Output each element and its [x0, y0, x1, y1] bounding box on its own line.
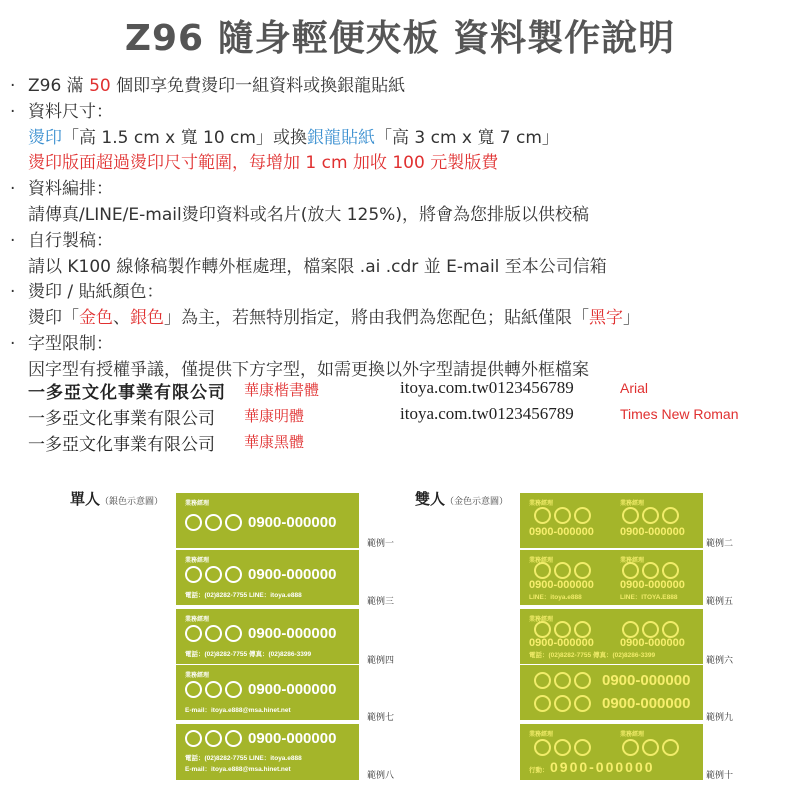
circle-icon [662, 562, 679, 579]
circle-icon [622, 621, 639, 638]
size-hotstamp: 燙印 [28, 127, 62, 148]
card-phone: 0900-000000 [248, 681, 337, 698]
color-text-c: 」 [623, 308, 640, 329]
card-phone: 0900-000000 [248, 514, 337, 531]
double-title: 雙人 [415, 490, 446, 508]
promo-text-a: Z96 滿 [28, 76, 90, 96]
card-phone: 0900-000000 [248, 730, 337, 747]
circle-icon [534, 739, 551, 756]
card-phone-big: 0900-000000 [550, 759, 655, 775]
example-label-9: 範例九 [706, 713, 734, 723]
layout-heading: 資料編排： [28, 179, 113, 200]
card-example-9 [520, 665, 703, 720]
bullet: · [10, 76, 16, 96]
font-row [28, 430, 798, 456]
card-phone: 0900-000000 [529, 579, 594, 591]
circle-icon [534, 695, 551, 712]
color-text-a: 燙印「 [28, 308, 79, 329]
color-heading: 燙印 / 貼紙顏色： [28, 282, 164, 303]
bullet: · [10, 179, 16, 200]
card-example-2 [520, 493, 703, 548]
circle-icon [574, 507, 591, 524]
card-tel-line: 電話：(02)8282-7755 LINE：itoya.e888 [185, 592, 302, 599]
card-job-title: 業務經理 [185, 616, 210, 623]
circle-icon [185, 681, 202, 698]
card-job-title: 業務經理 [529, 557, 554, 564]
latin-font-name: Arial [620, 380, 649, 396]
single-title: 單人 [70, 490, 101, 508]
bullet: · [10, 333, 16, 354]
circle-icon [642, 621, 659, 638]
circle-icon [225, 566, 242, 583]
card-phone: 0900-000000 [620, 526, 685, 538]
card-example-5 [520, 550, 703, 605]
size-text-d: 「高 3 cm x 寬 7 cm」 [374, 127, 559, 148]
rule-layout-text: 請傳真/LINE/E-mail燙印資料或名片(放大 125%)，將會為您排版以供校稿 [28, 204, 589, 225]
circle-icon [642, 507, 659, 524]
card-job-title: 業務經理 [185, 672, 210, 679]
font-row [28, 378, 798, 404]
circle-icon [205, 514, 222, 531]
circle-icon [205, 681, 222, 698]
circle-icon [554, 562, 571, 579]
card-job-title: 業務經理 [620, 731, 645, 738]
circle-icon [205, 625, 222, 642]
card-job-title: 業務經理 [185, 500, 210, 507]
circle-icon [554, 621, 571, 638]
circle-icon [534, 562, 551, 579]
font-sample-text: 一多亞文化事業有限公司 [28, 435, 215, 455]
rule-font-text: 因字型有授權爭議，僅提供下方字型，如需更換以外字型請提供轉外框檔案 [28, 359, 589, 380]
rules-list [10, 74, 790, 384]
example-label-3: 範例三 [367, 597, 395, 607]
circle-icon [574, 621, 591, 638]
color-silver: 銀色 [130, 308, 164, 329]
card-job-title: 業務經理 [185, 557, 210, 564]
card-example-7 [176, 665, 359, 720]
card-phone: 0900-000000 [248, 566, 337, 583]
circle-icon [554, 507, 571, 524]
rule-font-head [10, 332, 790, 358]
font-sample-text: 一多亞文化事業有限公司 [28, 409, 215, 428]
circle-icon [225, 681, 242, 698]
card-phone: 0900-000000 [248, 625, 337, 642]
card-example-1 [176, 493, 359, 548]
circle-icon [622, 562, 639, 579]
example-label-5: 範例五 [706, 597, 734, 607]
rule-color-text [10, 306, 790, 332]
rule-color-head [10, 280, 790, 306]
card-tel-line: 電話：(02)8282-7755 LINE：itoya.e888 [185, 755, 302, 762]
color-separator: 、 [113, 308, 130, 329]
circle-icon [574, 739, 591, 756]
example-label-1: 範例一 [367, 539, 395, 549]
card-phone: 0900-000000 [602, 672, 691, 689]
self-heading: 自行製稿： [28, 230, 113, 251]
card-job-title: 業務經理 [620, 557, 645, 564]
font-sample-text: 一多亞文化事業有限公司 [28, 383, 226, 403]
circle-icon [554, 672, 571, 689]
card-phone: 0900-000000 [602, 695, 691, 712]
card-example-4 [176, 609, 359, 664]
rule-layout-head [10, 177, 790, 203]
example-label-8: 範例八 [367, 771, 395, 781]
font-row [28, 404, 798, 430]
font-name: 華康黑體 [244, 433, 305, 451]
card-phone: 0900-000000 [620, 579, 685, 591]
circle-icon [225, 514, 242, 531]
card-phone: 0900-000000 [529, 637, 594, 649]
color-gold: 金色 [79, 308, 113, 329]
rule-size-extra: 燙印版面超過燙印尺寸範圍，每增加 1 cm 加收 100 元製版費 [28, 153, 499, 174]
circle-icon [185, 625, 202, 642]
circle-icon [574, 562, 591, 579]
single-note: （銀色示意圖） [100, 497, 164, 507]
circle-icon [185, 514, 202, 531]
example-label-2: 範例二 [706, 539, 734, 549]
circle-icon [534, 672, 551, 689]
bullet: · [10, 230, 16, 251]
example-label-10: 範例十 [706, 771, 734, 781]
card-phone: 0900-000000 [529, 526, 594, 538]
circle-icon [662, 739, 679, 756]
card-job-title: 業務經理 [529, 500, 554, 507]
double-note: （金色示意圖） [445, 497, 509, 507]
rule-self-text: 請以 K100 線條稿製作轉外框處理，檔案限 .ai .cdr 並 E-mail 至本公司信箱 [28, 256, 607, 277]
font-sample-latin: itoya.com.tw0123456789 [400, 378, 574, 397]
circle-icon [574, 672, 591, 689]
circle-icon [534, 621, 551, 638]
size-text-b: 「高 1.5 cm x 寬 10 cm」或換 [62, 127, 307, 148]
size-sticker: 銀龍貼紙 [306, 127, 375, 148]
rule-self-head [10, 229, 790, 255]
card-mobile-label: 行動： [529, 767, 549, 774]
font-sample-latin: itoya.com.tw0123456789 [400, 404, 574, 423]
card-job-title: 業務經理 [620, 500, 645, 507]
card-email: E-mail：itoya.e888@msa.hinet.net [185, 766, 291, 773]
single-heading [70, 488, 163, 509]
card-line-id: LINE：ITOYA.E888 [620, 594, 678, 601]
circle-icon [225, 625, 242, 642]
circle-icon [662, 507, 679, 524]
double-heading [415, 488, 508, 509]
circle-icon [554, 695, 571, 712]
circle-icon [642, 739, 659, 756]
circle-icon [185, 566, 202, 583]
card-example-3 [176, 550, 359, 605]
rule-size-detail [10, 126, 790, 152]
card-phone: 0900-000000 [620, 637, 685, 649]
card-example-6 [520, 609, 703, 664]
font-name: 華康楷書體 [244, 381, 320, 399]
example-label-7: 範例七 [367, 713, 395, 723]
page-title: Z96 隨身輕便夾板 資料製作說明 [124, 18, 676, 59]
latin-font-name: Times New Roman [620, 406, 739, 422]
circle-icon [205, 566, 222, 583]
card-tel-fax: 電話：(02)8282-7755 傳真：(02)8286-3399 [185, 651, 312, 658]
card-email: E-mail：itoya.e888@msa.hinet.net [185, 707, 291, 714]
card-example-10 [520, 724, 703, 780]
font-samples [28, 378, 798, 456]
example-label-4: 範例四 [367, 656, 395, 666]
font-heading: 字型限制： [28, 333, 113, 354]
font-name: 華康明體 [244, 407, 305, 425]
circle-icon [534, 507, 551, 524]
color-black: 黑字 [589, 308, 623, 329]
promo-text-b: 個即享免費燙印一組資料或換銀龍貼紙 [110, 76, 406, 96]
rule-size-head [10, 100, 790, 126]
bullet: · [10, 282, 16, 303]
circle-icon [554, 739, 571, 756]
card-job-title: 業務經理 [529, 731, 554, 738]
card-example-8 [176, 724, 359, 780]
example-label-6: 範例六 [706, 656, 734, 666]
bullet: · [10, 101, 16, 122]
circle-icon [622, 739, 639, 756]
circle-icon [225, 730, 242, 747]
color-text-b: 」為主，若無特別指定，將由我們為您配色；貼紙僅限「 [164, 308, 589, 329]
card-line-id: LINE：itoya.e888 [529, 594, 582, 601]
circle-icon [662, 621, 679, 638]
circle-icon [205, 730, 222, 747]
circle-icon [622, 507, 639, 524]
circle-icon [574, 695, 591, 712]
promo-number: 50 [89, 76, 111, 96]
size-heading: 資料尺寸： [28, 101, 113, 122]
card-tel-fax: 電話：(02)8282-7755 傳真：(02)8286-3399 [529, 652, 656, 659]
circle-icon [185, 730, 202, 747]
rule-promo [10, 74, 790, 100]
card-job-title: 業務經理 [529, 616, 554, 623]
circle-icon [642, 562, 659, 579]
